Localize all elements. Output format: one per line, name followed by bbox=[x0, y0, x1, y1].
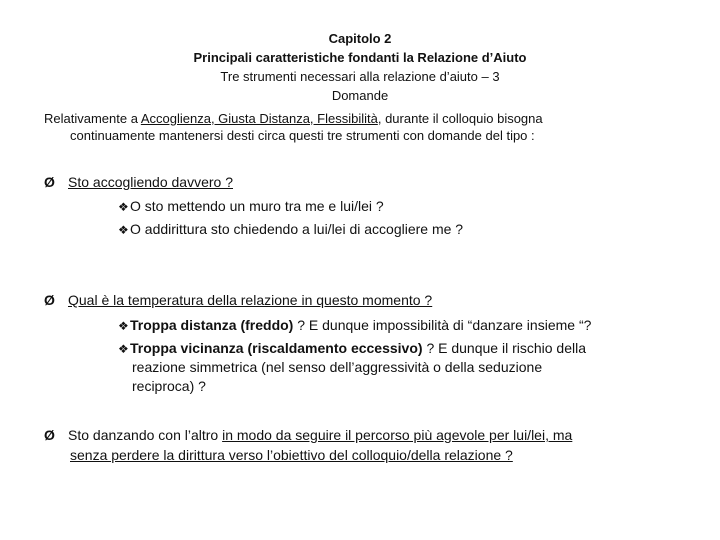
arrow-bullet-icon: Ø bbox=[44, 292, 55, 308]
question-1 bbox=[44, 172, 233, 192]
sub-rest-text: ? E dunque impossibilità di “danzare insieme “? bbox=[293, 317, 592, 333]
sub-text: O sto mettendo un muro tra me e lui/lei ? bbox=[130, 198, 384, 214]
arrow-bullet-icon: Ø bbox=[44, 427, 55, 443]
intro-prefix: Relativamente a bbox=[44, 111, 141, 126]
question-1-text: Sto accogliendo davvero ? bbox=[68, 174, 233, 190]
question-2-sub-2-cont-1: reazione simmetrica (nel senso dell’aggressività o della seduzione bbox=[132, 359, 543, 375]
chapter-title: Capitolo 2 bbox=[328, 31, 392, 46]
intro-paragraph bbox=[44, 110, 684, 144]
question-2 bbox=[44, 290, 432, 310]
section-subtitle: Domande bbox=[331, 88, 389, 103]
sub-rest-text: ? E dunque il rischio della bbox=[422, 340, 586, 356]
question-1-sub-1 bbox=[118, 196, 384, 217]
intro-rest: , durante il colloquio bisogna bbox=[377, 111, 543, 126]
question-1-sub-2 bbox=[118, 219, 463, 240]
question-2-sub-2-cont-2: reciproca) ? bbox=[132, 378, 206, 394]
diamond-bullet-icon: ❖ bbox=[118, 319, 129, 333]
sub-bold-text: Troppa distanza (freddo) bbox=[130, 317, 294, 333]
section-title: Tre strumenti necessari alla relazione d’aiuto – 3 bbox=[220, 69, 500, 84]
question-2-sub-1 bbox=[118, 315, 591, 336]
diamond-bullet-icon: ❖ bbox=[118, 200, 129, 214]
sub-text: O addirittura sto chiedendo a lui/lei di accogliere me ? bbox=[130, 221, 464, 237]
question-3-underlined-2: senza perdere la dirittura verso l’obiettivo del colloquio/della relazione ? bbox=[70, 447, 513, 463]
question-2-sub-2 bbox=[118, 338, 586, 359]
diamond-bullet-icon: ❖ bbox=[118, 342, 129, 356]
chapter-header bbox=[0, 29, 720, 105]
sub-bold-text: Troppa vicinanza (riscaldamento eccessivo) bbox=[130, 340, 423, 356]
intro-underlined-tools: Accoglienza, Giusta Distanza, Flessibilità bbox=[140, 111, 378, 126]
arrow-bullet-icon: Ø bbox=[44, 174, 55, 190]
question-2-text: Qual è la temperatura della relazione in questo momento ? bbox=[68, 292, 433, 308]
question-3 bbox=[44, 425, 684, 465]
intro-line-2: continuamente mantenersi desti circa questi tre strumenti con domande del tipo : bbox=[70, 128, 535, 143]
question-3-underlined-1: in modo da seguire il percorso più agevole per lui/lei, ma bbox=[222, 427, 573, 443]
diamond-bullet-icon: ❖ bbox=[118, 223, 129, 237]
chapter-subtitle: Principali caratteristiche fondanti la Relazione d’Aiuto bbox=[193, 50, 527, 65]
question-3-prefix: Sto danzando con l’altro bbox=[68, 427, 223, 443]
